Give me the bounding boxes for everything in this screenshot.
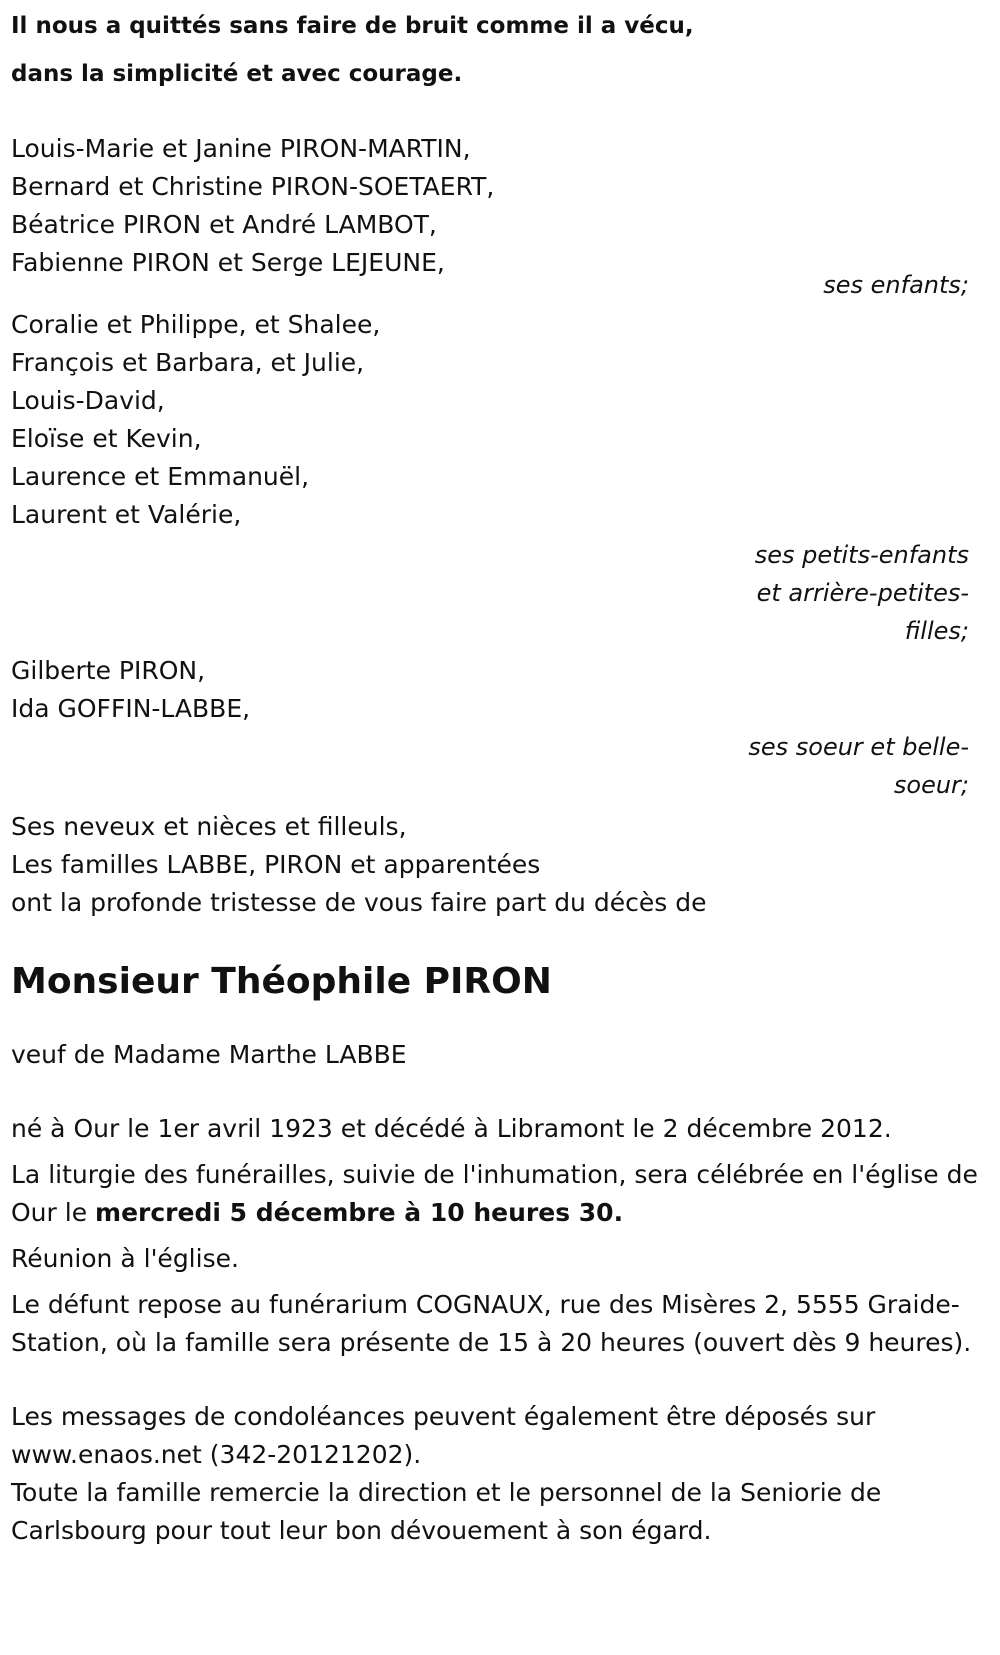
family-member: Laurence et Emmanuël, — [11, 462, 310, 491]
other-relatives — [11, 808, 989, 922]
family-member: Gilberte PIRON, — [11, 656, 206, 685]
family-member: Fabienne PIRON et Serge LEJEUNE, — [11, 248, 445, 277]
liturgy-text: La liturgie des funérailles, suivie de l'inhumation, sera célébrée en l'église de Our le — [11, 1160, 978, 1227]
epigraph-line: dans la simplicité et avec courage. — [11, 61, 463, 87]
relation-line: ses enfants; — [823, 271, 969, 299]
birth-death: né à Our le 1er avril 1923 et décédé à Libramont le 2 décembre 2012. — [11, 1114, 892, 1143]
epigraph-line: Il nous a quittés sans faire de bruit comme il a vécu, — [11, 13, 694, 39]
relation-line: soeur; — [893, 771, 969, 799]
family-member: Coralie et Philippe, et Shalee, — [11, 310, 381, 339]
liturgy-date: mercredi 5 décembre à 10 heures 30. — [95, 1198, 624, 1227]
relation-label — [11, 536, 989, 650]
announcement-line: Les familles LABBE, PIRON et apparentées — [11, 850, 541, 879]
family-member: François et Barbara, et Julie, — [11, 348, 365, 377]
relation-line: filles; — [904, 617, 969, 645]
liturgy-details — [11, 1156, 991, 1232]
thanks-message: Toute la famille remercie la direction et le personnel de la Seniorie de Carlsbourg pour tout leur bon dévouement à son égard. — [11, 1478, 882, 1545]
family-member: Laurent et Valérie, — [11, 500, 242, 529]
family-member: Bernard et Christine PIRON-SOETAERT, — [11, 172, 495, 201]
deceased-name: Monsieur Théophile PIRON — [11, 961, 552, 1002]
relation-line: ses petits-enfants — [754, 541, 969, 569]
grandchildren-group — [11, 306, 989, 650]
repose-info: Le défunt repose au funérarium COGNAUX, rue des Misères 2, 5555 Graide-Station, où la famille sera présente de 15 à 20 heures (ouvert dès 9 heures). — [11, 1290, 972, 1357]
children-group — [11, 130, 989, 304]
family-member: Ida GOFFIN-LABBE, — [11, 694, 251, 723]
relation-line: ses soeur et belle- — [748, 733, 969, 761]
condolences-info: Les messages de condoléances peuvent également être déposés sur www.enaos.net (342-20121202). — [11, 1402, 876, 1469]
widower-of: veuf de Madame Marthe LABBE — [11, 1040, 407, 1069]
meeting-info: Réunion à l'église. — [11, 1244, 239, 1273]
family-member: Eloïse et Kevin, — [11, 424, 202, 453]
relation-line: et arrière-petites- — [756, 579, 969, 607]
family-member: Louis-David, — [11, 386, 165, 415]
announcement-line: ont la profonde tristesse de vous faire part du décès de — [11, 888, 707, 917]
relation-label — [11, 728, 989, 804]
epigraph — [11, 0, 989, 98]
family-member: Louis-Marie et Janine PIRON-MARTIN, — [11, 134, 471, 163]
announcement-line: Ses neveux et nièces et filleuls, — [11, 812, 407, 841]
sisters-group — [11, 652, 989, 804]
family-member: Béatrice PIRON et André LAMBOT, — [11, 210, 437, 239]
